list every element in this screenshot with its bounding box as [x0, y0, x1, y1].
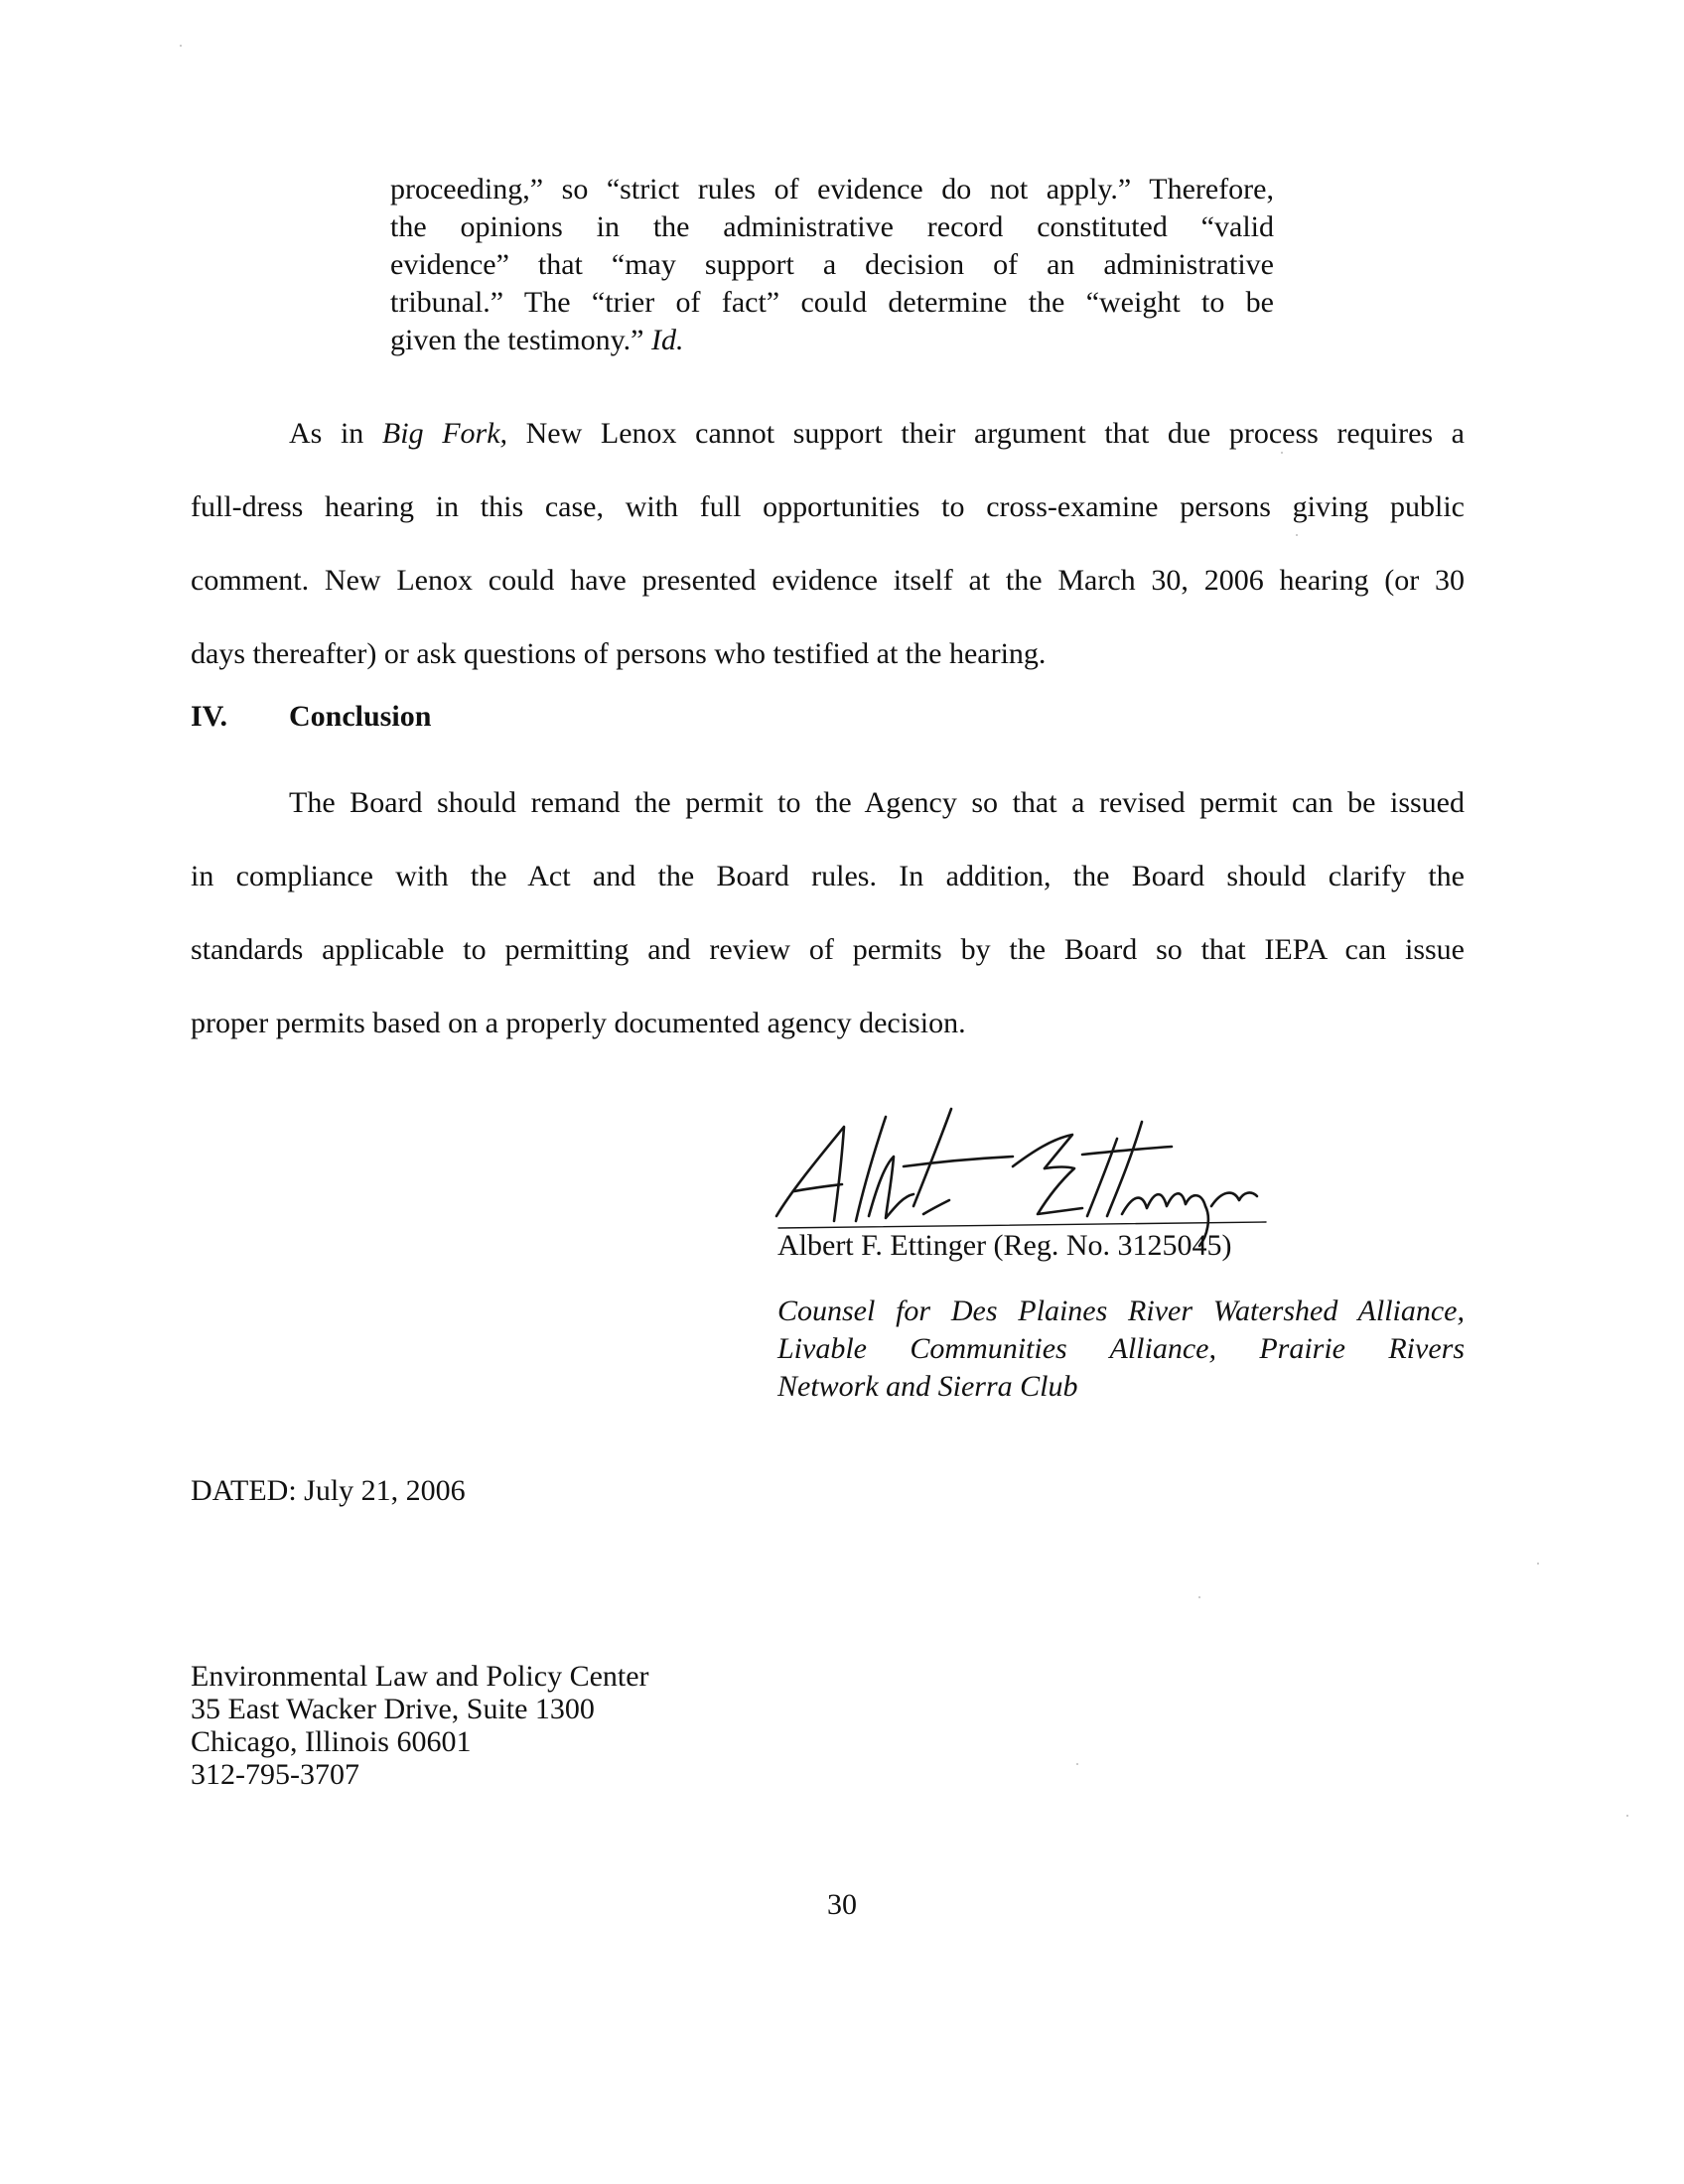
counsel-line: Counsel for Des Plaines River Watershed Alliance, [777, 1295, 1465, 1327]
address-line: Environmental Law and Policy Center [191, 1660, 649, 1693]
paragraph-line: standards applicable to permitting and review of permits by the Board so that IEPA can issue [191, 933, 1465, 966]
paragraph-line: full-dress hearing in this case, with full opportunities to cross-examine persons giving public [191, 490, 1465, 523]
paragraph-line [191, 397, 1465, 471]
address-line: 35 East Wacker Drive, Suite 1300 [191, 1693, 595, 1725]
counsel-block [777, 1293, 1465, 1406]
scan-speck [1281, 452, 1283, 454]
quote-line: the opinions in the administrative record constituted “valid [390, 210, 1274, 243]
counsel-line: Livable Communities Alliance, Prairie Rivers [777, 1332, 1465, 1365]
case-name: Big Fork, [381, 417, 508, 450]
quote-line: proceeding,” so “strict rules of evidence do not apply.” Therefore, [390, 173, 1274, 205]
scan-speck [1626, 1815, 1628, 1817]
signatory-name: Albert F. Ettinger (Reg. No. 3125045) [777, 1229, 1232, 1262]
section-heading [191, 698, 431, 736]
address-phone: 312-795-3707 [191, 1758, 359, 1791]
scan-speck [180, 45, 182, 47]
address-line: Chicago, Illinois 60601 [191, 1725, 472, 1758]
scan-speck [1198, 1596, 1200, 1598]
paragraph-due-process [191, 397, 1465, 691]
block-quote [390, 171, 1274, 359]
paragraph-line: days thereafter) or ask questions of persons who testified at the hearing. [191, 637, 1047, 670]
quote-line: evidence” that “may support a decision of an administrative [390, 248, 1274, 281]
quote-citation: Id. [651, 324, 684, 356]
paragraph-line-rest: New Lenox cannot support their argument that due process requires a [507, 417, 1465, 450]
paragraph-line: comment. New Lenox could have presented evidence itself at the March 30, 2006 hearing (or 30 [191, 564, 1465, 597]
paragraph-line: proper permits based on a properly documented agency decision. [191, 1007, 966, 1039]
page-number: 30 [827, 1888, 857, 1921]
quote-line-text: given the testimony.” [390, 324, 644, 356]
paragraph-line: in compliance with the Act and the Board rules. In addition, the Board should clarify the [191, 860, 1465, 892]
section-number: IV. [191, 700, 227, 733]
paragraph-conclusion [191, 766, 1465, 1060]
scan-speck [1296, 534, 1298, 536]
dated-line: DATED: July 21, 2006 [191, 1474, 466, 1507]
paragraph-prefix: As in [289, 417, 382, 450]
scan-speck [1076, 1763, 1078, 1765]
quote-line [390, 322, 1274, 359]
section-title: Conclusion [289, 700, 432, 733]
paragraph-line: The Board should remand the permit to the Agency so that a revised permit can be issued [289, 786, 1465, 819]
counsel-line: Network and Sierra Club [777, 1370, 1078, 1403]
address-block [191, 1660, 649, 1791]
quote-line: tribunal.” The “trier of fact” could determine the “weight to be [390, 286, 1274, 319]
scan-speck [1537, 1563, 1539, 1565]
